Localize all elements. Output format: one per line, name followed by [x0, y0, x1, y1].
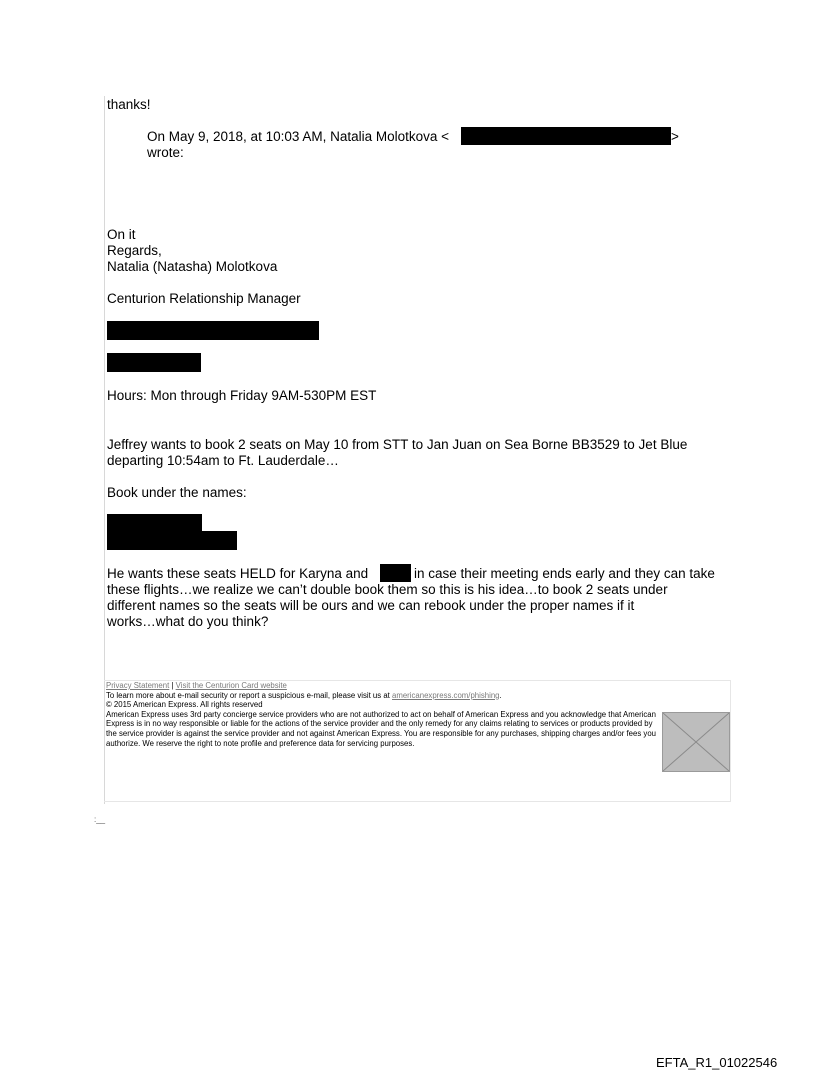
quoted-header-line1-suffix: > [671, 129, 679, 144]
on-it-text: On it [107, 227, 136, 242]
redacted-email-address [461, 127, 671, 145]
reply-text: thanks! [107, 97, 151, 112]
quoted-header-line2: wrote: [147, 145, 184, 160]
document-id: EFTA_R1_01022546 [656, 1055, 778, 1070]
phishing-line [106, 691, 656, 701]
held-text-part1: He wants these seats HELD for Karyna and [107, 566, 369, 581]
footer-links [106, 681, 656, 691]
quoted-header-line1-prefix: On May 9, 2018, at 10:03 AM, Natalia Molotkova < [147, 129, 450, 144]
book-under-text: Book under the names: [107, 485, 247, 500]
phishing-suffix: . [499, 690, 502, 700]
stray-mark: :__ [94, 815, 106, 824]
held-text-part2: in case their meeting ends early and they can take [414, 566, 715, 581]
regards-text: Regards, [107, 243, 162, 258]
broken-image-placeholder-icon [662, 712, 730, 772]
redacted-contact-line-2 [107, 353, 201, 372]
copyright-text: © 2015 American Express. All rights reserved [106, 700, 263, 710]
phishing-prefix: To learn more about e-mail security or report a suspicious e-mail, please visit us at [106, 690, 390, 700]
phishing-link[interactable]: americanexpress.com/phishing [392, 690, 500, 700]
footer-separator: | [171, 681, 174, 690]
redacted-name-3 [380, 564, 411, 582]
redacted-name-1 [107, 514, 202, 531]
redacted-contact-line-1 [107, 321, 319, 340]
hours-text: Hours: Mon through Friday 9AM-530PM EST [107, 388, 377, 403]
centurion-website-link[interactable]: Visit the Centurion Card website [175, 681, 287, 690]
footer-text [106, 681, 656, 748]
sender-title: Centurion Relationship Manager [107, 291, 301, 306]
sender-name: Natalia (Natasha) Molotkova [107, 259, 278, 274]
disclaimer-text: American Express uses 3rd party concierge service providers who are not authorized to act on behalf of American Express and you acknowledge that American Express is in no way responsible or liable for the actions of the service provider and the only remedy for any claims relating to services or products provided by the service provider is against the service provider and not against American Express. You are responsible for any purchases, shipping charges and/or fees you authorize. We reserve the right to note profile and preference data for servicing purposes. [106, 709, 656, 748]
privacy-statement-link[interactable]: Privacy Statement [106, 681, 170, 690]
held-text-rest: these flights…we realize we can’t double book them so this is his idea…to book 2 seats under different names so the seats will be ours and we can rebook under the proper names if it works…what do you think? [107, 582, 668, 629]
request-paragraph: Jeffrey wants to book 2 seats on May 10 from STT to Jan Juan on Sea Borne BB3529 to Jet Blue departing 10:54am to Ft. Lauderdale… [107, 437, 688, 468]
redacted-name-2 [107, 531, 237, 550]
